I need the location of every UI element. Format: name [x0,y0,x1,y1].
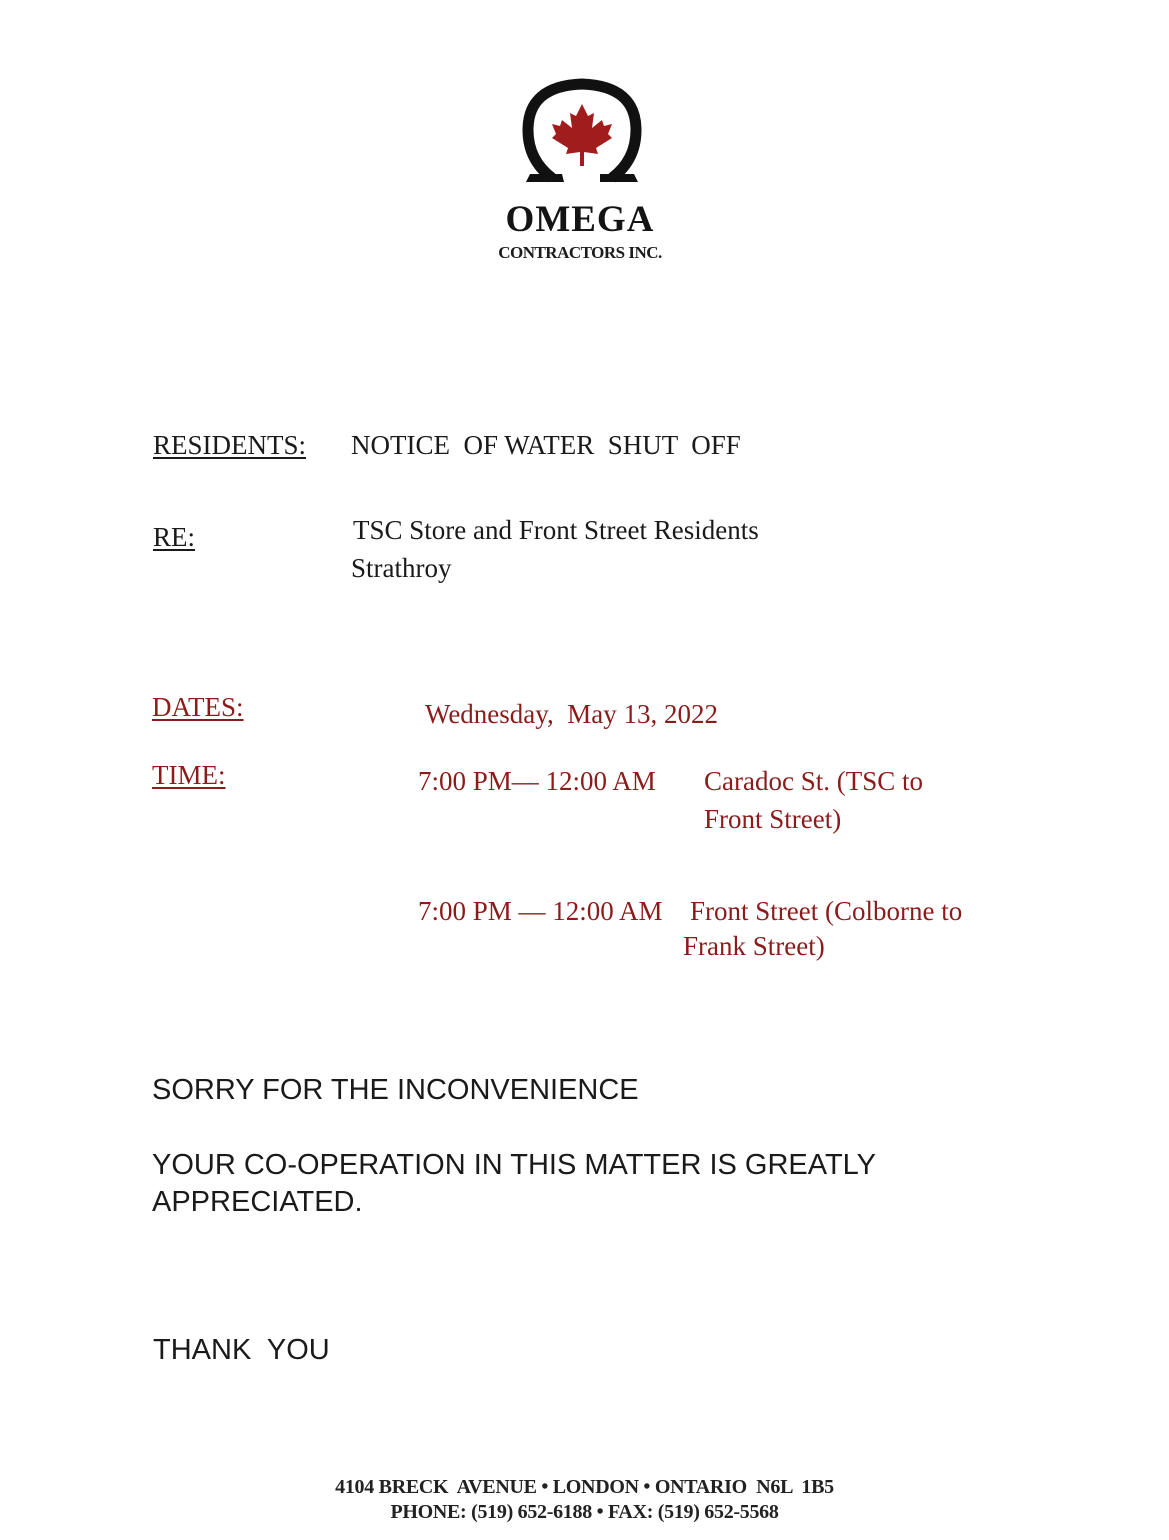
time-location-2-line-2: Frank Street) [683,931,825,961]
omega-maple-leaf-icon [522,78,642,190]
time-label: TIME: [152,760,226,790]
dates-label: DATES: [152,692,244,722]
time-location-2-line-1: Front Street (Colborne to [690,896,963,926]
time-range-1: 7:00 PM— 12:00 AM [418,766,656,796]
company-name: OMEGA [505,199,655,240]
cooperation-line-1: YOUR CO-OPERATION IN THIS MATTER IS GREATLY [152,1149,876,1181]
re-line-2: Strathroy [351,553,452,583]
time-range-2: 7:00 PM — 12:00 AM [418,896,663,926]
residents-label: RESIDENTS: [153,430,307,460]
notice-title: NOTICE OF WATER SHUT OFF [351,430,741,460]
cooperation-line-2: APPRECIATED. [152,1186,363,1218]
thank-you: THANK YOU [153,1334,330,1366]
footer-contact: PHONE: (519) 652-6188 • FAX: (519) 652-5568 [390,1501,779,1523]
re-label: RE: [153,522,196,552]
time-location-1-line-1: Caradoc St. (TSC to [704,766,923,796]
apology-text: SORRY FOR THE INCONVENIENCE [152,1074,639,1106]
re-line-1: TSC Store and Front Street Residents [353,515,759,545]
company-subtitle: CONTRACTORS INC. [498,243,662,262]
shutoff-date: Wednesday, May 13, 2022 [425,699,719,729]
footer-address: 4104 BRECK AVENUE • LONDON • ONTARIO N6L 1B5 [335,1476,834,1498]
time-location-1-line-2: Front Street) [704,804,842,834]
